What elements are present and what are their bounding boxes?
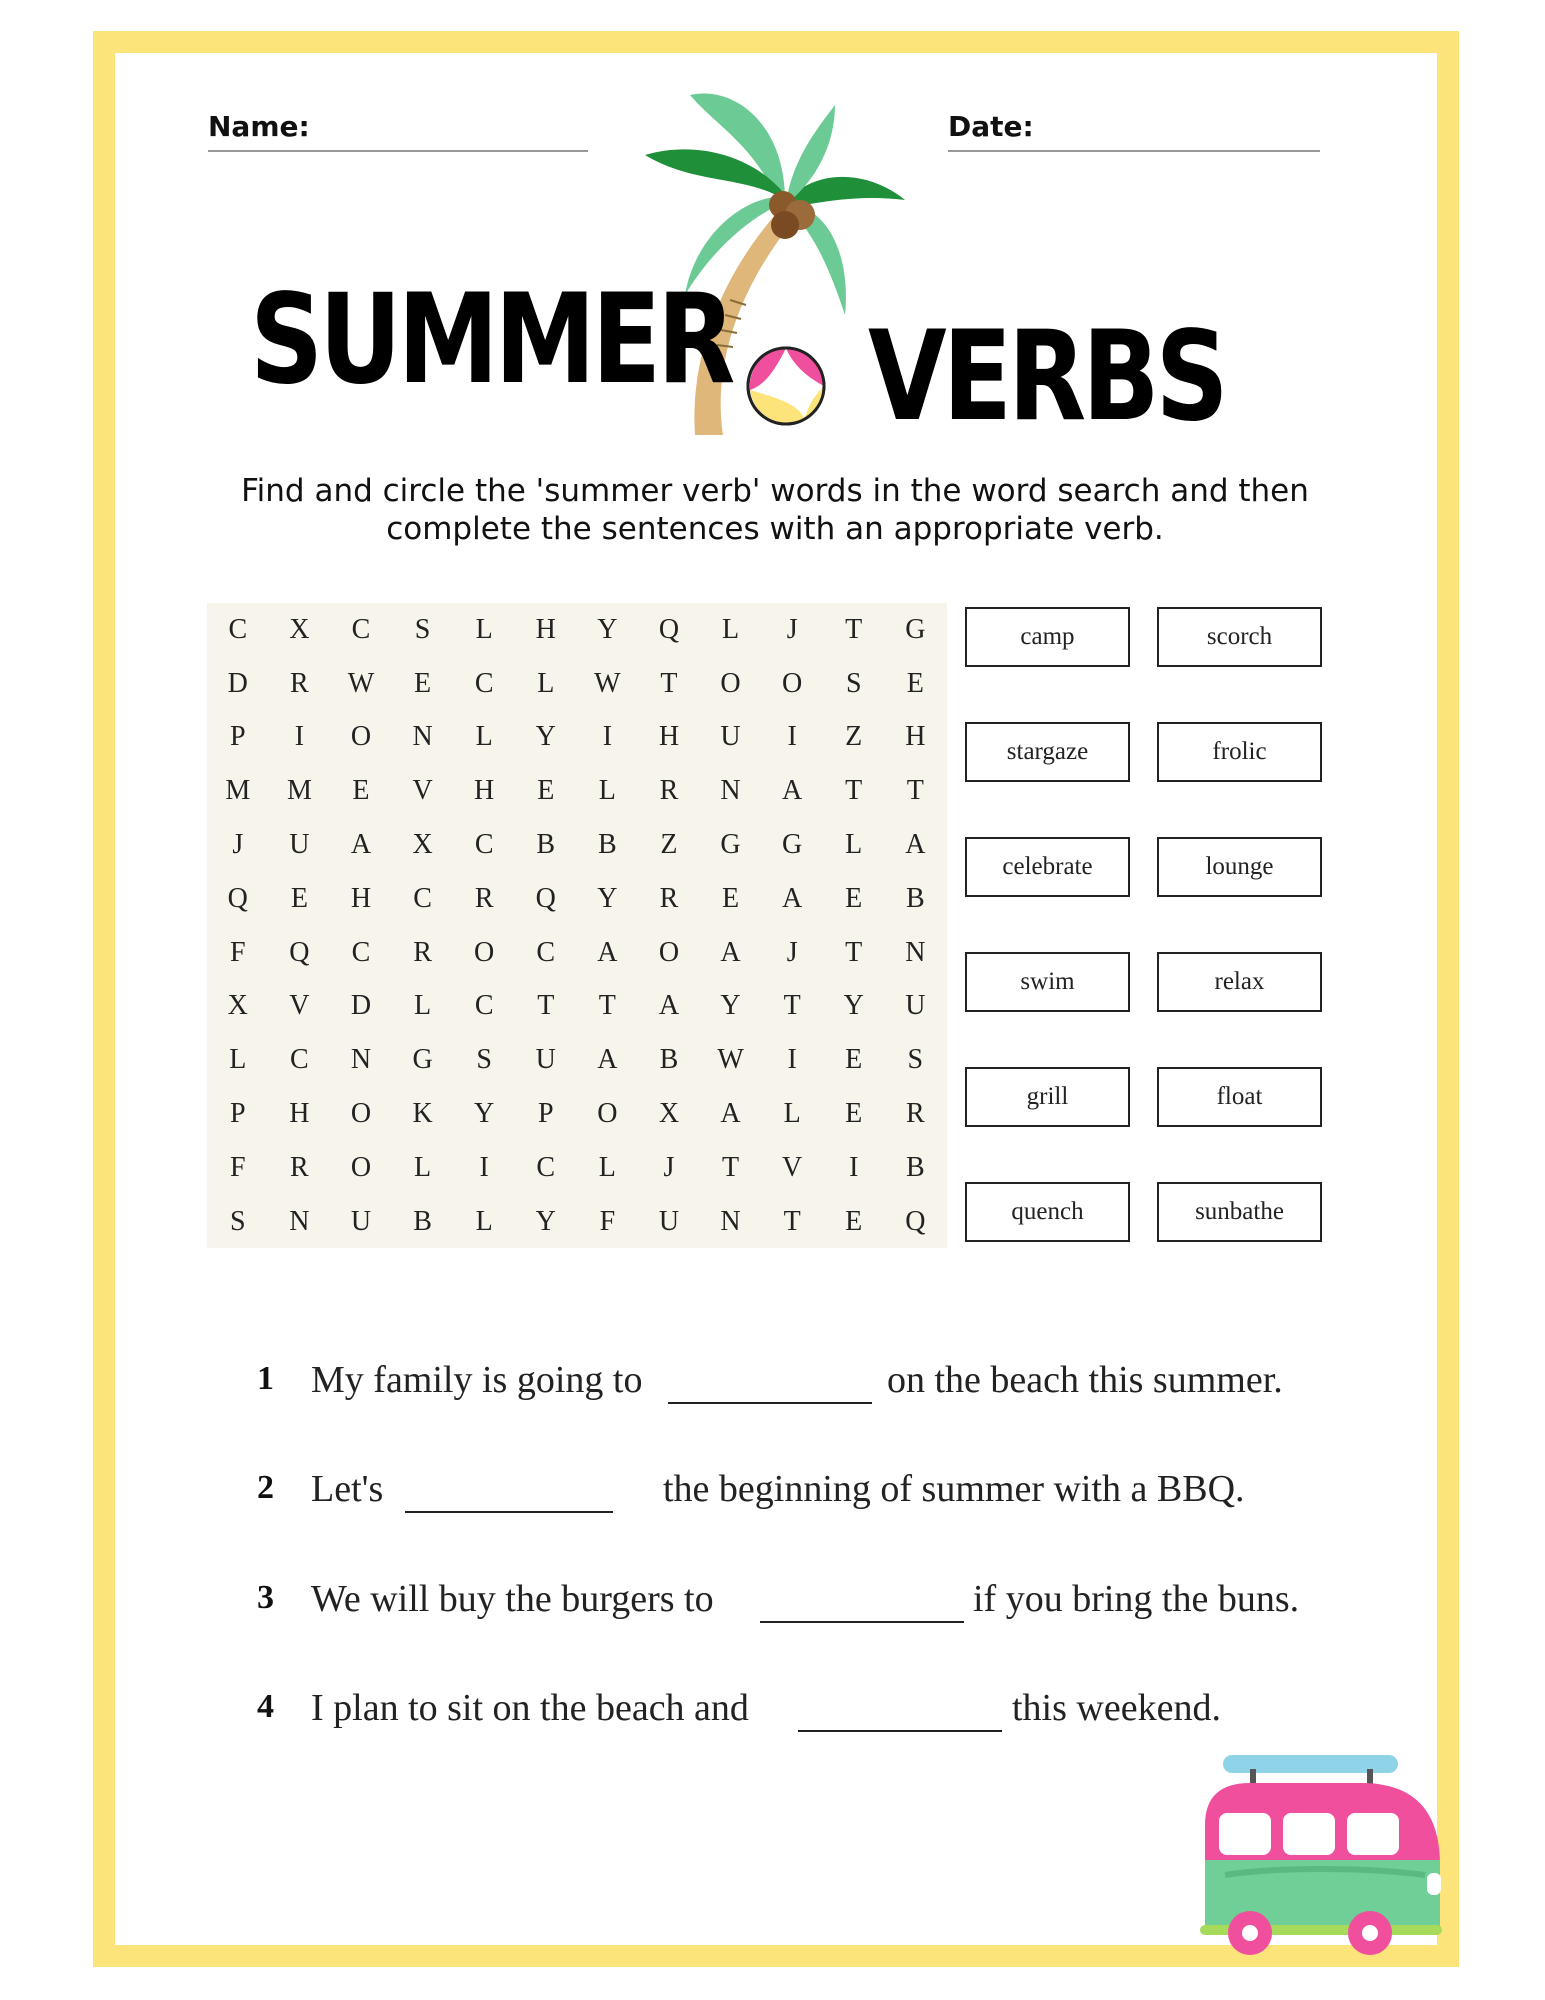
grid-letter[interactable]: P bbox=[230, 1098, 246, 1130]
grid-letter[interactable]: L bbox=[598, 1151, 616, 1183]
word-bank-item: lounge bbox=[1157, 837, 1322, 897]
word-bank-item: sunbathe bbox=[1157, 1182, 1322, 1242]
sentence-text-before: My family is going to bbox=[311, 1359, 643, 1401]
grid-letter[interactable]: L bbox=[229, 1044, 247, 1076]
grid-letter[interactable]: B bbox=[905, 1151, 925, 1183]
grid-letter[interactable]: A bbox=[658, 990, 680, 1022]
grid-letter[interactable]: Y bbox=[535, 1205, 556, 1237]
answer-blank[interactable] bbox=[760, 1621, 964, 1623]
grid-letter[interactable]: F bbox=[599, 1205, 616, 1237]
grid-letter[interactable]: A bbox=[350, 829, 372, 861]
word-bank-item: quench bbox=[965, 1182, 1130, 1242]
grid-letter[interactable]: P bbox=[537, 1098, 554, 1130]
sentence-text-after: the beginning of summer with a BBQ. bbox=[663, 1468, 1245, 1510]
grid-row bbox=[207, 603, 947, 657]
grid-letter[interactable]: Z bbox=[660, 829, 678, 861]
grid-letter[interactable]: D bbox=[350, 990, 372, 1022]
grid-letter[interactable]: N bbox=[720, 775, 741, 807]
grid-letter[interactable]: N bbox=[905, 936, 926, 968]
grid-letter[interactable]: V bbox=[289, 990, 310, 1022]
grid-letter[interactable]: A bbox=[782, 882, 803, 914]
grid-letter[interactable]: A bbox=[720, 1098, 741, 1130]
sentence-number: 4 bbox=[257, 1688, 274, 1725]
grid-row bbox=[207, 1033, 947, 1087]
grid-row bbox=[207, 872, 947, 926]
answer-blank[interactable] bbox=[405, 1511, 613, 1513]
sentence-number: 2 bbox=[257, 1469, 274, 1506]
grid-letter[interactable]: O bbox=[658, 936, 680, 968]
grid-letter[interactable]: I bbox=[787, 1044, 797, 1076]
grid-letter[interactable]: Y bbox=[597, 613, 618, 645]
grid-letter[interactable]: O bbox=[474, 936, 495, 968]
word-bank-item: camp bbox=[965, 607, 1130, 667]
grid-letter[interactable]: R bbox=[905, 1098, 925, 1130]
grid-letter[interactable]: K bbox=[412, 1098, 433, 1130]
sentence-text-before: We will buy the burgers to bbox=[311, 1578, 714, 1620]
grid-letter[interactable]: A bbox=[720, 936, 741, 968]
grid-letter[interactable]: W bbox=[347, 667, 375, 699]
grid-letter[interactable]: Q bbox=[289, 936, 310, 968]
word-bank-item: float bbox=[1157, 1067, 1322, 1127]
grid-letter[interactable]: X bbox=[289, 613, 310, 645]
grid-letter[interactable]: L bbox=[475, 613, 493, 645]
grid-letter[interactable]: N bbox=[289, 1205, 310, 1237]
date-label: Date: bbox=[948, 110, 1034, 143]
grid-letter[interactable]: S bbox=[845, 667, 862, 699]
grid-letter[interactable]: Q bbox=[658, 613, 680, 645]
grid-letter[interactable]: T bbox=[783, 990, 801, 1022]
grid-letter[interactable]: O bbox=[782, 667, 803, 699]
grid-letter[interactable]: R bbox=[413, 936, 432, 968]
grid-letter[interactable]: Q bbox=[227, 882, 248, 914]
sentence-text-after: on the beach this summer. bbox=[887, 1359, 1283, 1401]
grid-letter[interactable]: E bbox=[845, 1205, 863, 1237]
grid-letter[interactable]: R bbox=[290, 667, 309, 699]
grid-letter[interactable]: S bbox=[414, 613, 431, 645]
grid-letter[interactable]: P bbox=[230, 721, 246, 753]
sentence-text-after: if you bring the buns. bbox=[973, 1578, 1300, 1620]
word-bank-item: scorch bbox=[1157, 607, 1322, 667]
grid-letter[interactable]: N bbox=[350, 1044, 372, 1076]
grid-letter[interactable]: B bbox=[536, 829, 556, 861]
grid-letter[interactable]: C bbox=[536, 1151, 556, 1183]
grid-letter[interactable]: O bbox=[350, 721, 372, 753]
grid-row bbox=[207, 711, 947, 765]
grid-letter[interactable]: Y bbox=[474, 1098, 495, 1130]
grid-letter[interactable]: Y bbox=[720, 990, 741, 1022]
grid-letter[interactable]: L bbox=[845, 829, 863, 861]
grid-letter[interactable]: E bbox=[721, 882, 740, 914]
grid-row bbox=[207, 657, 947, 711]
grid-letter[interactable]: Q bbox=[905, 1205, 926, 1237]
grid-letter[interactable]: H bbox=[350, 882, 372, 914]
word-search-grid[interactable] bbox=[207, 603, 947, 1249]
grid-letter[interactable]: O bbox=[597, 1098, 618, 1130]
grid-letter[interactable]: O bbox=[720, 667, 741, 699]
grid-letter[interactable]: B bbox=[413, 1205, 432, 1237]
grid-letter[interactable]: U bbox=[905, 990, 926, 1022]
grid-letter[interactable]: C bbox=[351, 613, 371, 645]
grid-letter[interactable]: L bbox=[475, 721, 493, 753]
grid-letter[interactable]: I bbox=[787, 721, 797, 753]
grid-letter[interactable]: R bbox=[659, 775, 679, 807]
grid-letter[interactable]: V bbox=[782, 1151, 803, 1183]
grid-letter[interactable]: G bbox=[720, 829, 741, 861]
grid-letter[interactable]: C bbox=[228, 613, 248, 645]
grid-letter[interactable]: I bbox=[294, 721, 305, 753]
grid-letter[interactable]: B bbox=[905, 882, 925, 914]
instructions-line-1: Find and circle the 'summer verb' words in the word search and then bbox=[241, 473, 1309, 509]
grid-letter[interactable]: L bbox=[414, 1151, 432, 1183]
instructions bbox=[240, 472, 1310, 548]
grid-row bbox=[207, 764, 947, 818]
grid-letter[interactable]: T bbox=[598, 990, 616, 1022]
grid-letter[interactable]: E bbox=[414, 667, 432, 699]
grid-letter[interactable]: W bbox=[717, 1044, 744, 1076]
grid-letter[interactable]: O bbox=[350, 1151, 372, 1183]
title-summer: SUMMER bbox=[250, 268, 732, 412]
word-bank-item: grill bbox=[965, 1067, 1130, 1127]
grid-letter[interactable]: I bbox=[849, 1151, 859, 1183]
grid-letter[interactable]: C bbox=[536, 936, 556, 968]
instructions-line-2: complete the sentences with an appropriate verb. bbox=[386, 511, 1164, 547]
grid-letter[interactable]: J bbox=[786, 613, 798, 645]
grid-letter[interactable]: G bbox=[412, 1044, 433, 1076]
grid-row bbox=[207, 1195, 947, 1249]
grid-letter[interactable]: R bbox=[290, 1151, 309, 1183]
grid-letter[interactable]: C bbox=[290, 1044, 309, 1076]
grid-letter[interactable]: L bbox=[537, 667, 555, 699]
grid-letter[interactable]: T bbox=[906, 775, 924, 807]
grid-letter[interactable]: C bbox=[474, 667, 494, 699]
grid-letter[interactable]: L bbox=[721, 613, 740, 645]
grid-letter[interactable]: J bbox=[232, 829, 244, 861]
grid-letter[interactable]: M bbox=[286, 775, 312, 807]
grid-letter[interactable]: T bbox=[660, 667, 678, 699]
grid-letter[interactable]: E bbox=[845, 1098, 863, 1130]
grid-letter[interactable]: J bbox=[786, 936, 798, 968]
grid-letter[interactable]: E bbox=[537, 775, 555, 807]
grid-letter[interactable]: Y bbox=[597, 882, 618, 914]
grid-letter[interactable]: E bbox=[906, 667, 924, 699]
grid-letter[interactable]: L bbox=[598, 775, 616, 807]
grid-row bbox=[207, 980, 947, 1034]
grid-letter[interactable]: H bbox=[905, 721, 926, 753]
word-bank-item: relax bbox=[1157, 952, 1322, 1012]
grid-letter[interactable]: C bbox=[474, 990, 494, 1022]
grid-letter[interactable]: H bbox=[658, 721, 680, 753]
title-verbs: VERBS bbox=[868, 305, 1225, 449]
grid-row bbox=[207, 818, 947, 872]
sentence-text-after: this weekend. bbox=[1012, 1687, 1221, 1729]
sentence-text-before: I plan to sit on the beach and bbox=[311, 1687, 749, 1729]
sentence-text-before: Let's bbox=[311, 1468, 384, 1510]
grid-letter[interactable]: Q bbox=[535, 882, 556, 914]
beach-ball-icon bbox=[745, 345, 827, 427]
grid-letter[interactable]: U bbox=[535, 1044, 556, 1076]
grid-letter[interactable]: C bbox=[351, 936, 371, 968]
grid-letter[interactable]: T bbox=[845, 613, 863, 645]
grid-letter[interactable]: B bbox=[598, 829, 617, 861]
grid-letter[interactable]: L bbox=[414, 990, 432, 1022]
name-field-line[interactable] bbox=[208, 150, 588, 152]
grid-letter[interactable]: H bbox=[474, 775, 495, 807]
grid-letter[interactable]: H bbox=[289, 1098, 310, 1130]
grid-letter[interactable]: T bbox=[537, 990, 555, 1022]
grid-row bbox=[207, 1141, 947, 1195]
date-field-line[interactable] bbox=[948, 150, 1320, 152]
grid-letter[interactable]: D bbox=[227, 667, 248, 699]
grid-letter[interactable]: S bbox=[230, 1205, 246, 1237]
grid-letter[interactable]: A bbox=[597, 936, 618, 968]
grid-letter[interactable]: U bbox=[720, 721, 741, 753]
grid-letter[interactable]: R bbox=[659, 882, 679, 914]
camper-van-icon bbox=[1195, 1755, 1445, 1960]
grid-letter[interactable]: Y bbox=[535, 721, 556, 753]
grid-letter[interactable]: R bbox=[474, 882, 494, 914]
grid-letter[interactable]: C bbox=[474, 829, 494, 861]
grid-letter[interactable]: C bbox=[413, 882, 432, 914]
grid-letter[interactable]: T bbox=[845, 775, 863, 807]
grid-letter[interactable]: E bbox=[845, 882, 863, 914]
sentence-number: 1 bbox=[257, 1360, 274, 1397]
word-bank-item: frolic bbox=[1157, 722, 1322, 782]
grid-letter[interactable]: Z bbox=[845, 721, 863, 753]
grid-letter[interactable]: O bbox=[350, 1098, 372, 1130]
grid-row bbox=[207, 1087, 947, 1141]
grid-letter[interactable]: A bbox=[905, 829, 926, 861]
grid-letter[interactable]: M bbox=[225, 775, 251, 807]
grid-letter[interactable]: B bbox=[659, 1044, 679, 1076]
word-bank-item: celebrate bbox=[965, 837, 1130, 897]
word-bank-item: stargaze bbox=[965, 722, 1130, 782]
name-label: Name: bbox=[208, 110, 310, 143]
grid-letter[interactable]: U bbox=[289, 829, 310, 861]
grid-letter[interactable]: J bbox=[663, 1151, 675, 1183]
grid-letter[interactable]: F bbox=[230, 1151, 246, 1183]
grid-row bbox=[207, 926, 947, 980]
grid-letter[interactable]: E bbox=[352, 775, 370, 807]
grid-letter[interactable]: U bbox=[350, 1205, 372, 1237]
grid-letter[interactable]: W bbox=[594, 667, 621, 699]
grid-letter[interactable]: E bbox=[845, 1044, 863, 1076]
grid-letter[interactable]: X bbox=[227, 990, 248, 1022]
grid-letter[interactable]: A bbox=[782, 775, 803, 807]
grid-letter[interactable]: E bbox=[290, 882, 308, 914]
grid-letter[interactable]: T bbox=[721, 1151, 740, 1183]
grid-letter[interactable]: T bbox=[845, 936, 863, 968]
grid-letter[interactable]: I bbox=[602, 721, 613, 753]
answer-blank[interactable] bbox=[668, 1402, 872, 1404]
grid-letter[interactable]: G bbox=[905, 613, 926, 645]
grid-letter[interactable]: S bbox=[476, 1044, 492, 1076]
word-bank-item: swim bbox=[965, 952, 1130, 1012]
grid-letter[interactable]: L bbox=[475, 1205, 493, 1237]
sentence-number: 3 bbox=[257, 1579, 274, 1616]
grid-letter[interactable]: S bbox=[907, 1044, 924, 1076]
grid-letter[interactable]: V bbox=[412, 775, 433, 807]
grid-letter[interactable]: H bbox=[535, 613, 556, 645]
grid-letter[interactable]: Y bbox=[843, 990, 864, 1022]
grid-letter[interactable]: N bbox=[720, 1205, 741, 1237]
grid-letter[interactable]: X bbox=[412, 829, 433, 861]
grid-letter[interactable]: G bbox=[782, 829, 803, 861]
grid-letter[interactable]: T bbox=[783, 1205, 801, 1237]
grid-letter[interactable]: N bbox=[412, 721, 433, 753]
grid-letter[interactable]: U bbox=[658, 1205, 680, 1237]
grid-letter[interactable]: A bbox=[597, 1044, 618, 1076]
grid-letter[interactable]: L bbox=[783, 1098, 801, 1130]
grid-letter[interactable]: X bbox=[658, 1098, 680, 1130]
grid-letter[interactable]: I bbox=[479, 1151, 489, 1183]
grid-letter[interactable]: F bbox=[230, 936, 246, 968]
answer-blank[interactable] bbox=[798, 1730, 1002, 1732]
